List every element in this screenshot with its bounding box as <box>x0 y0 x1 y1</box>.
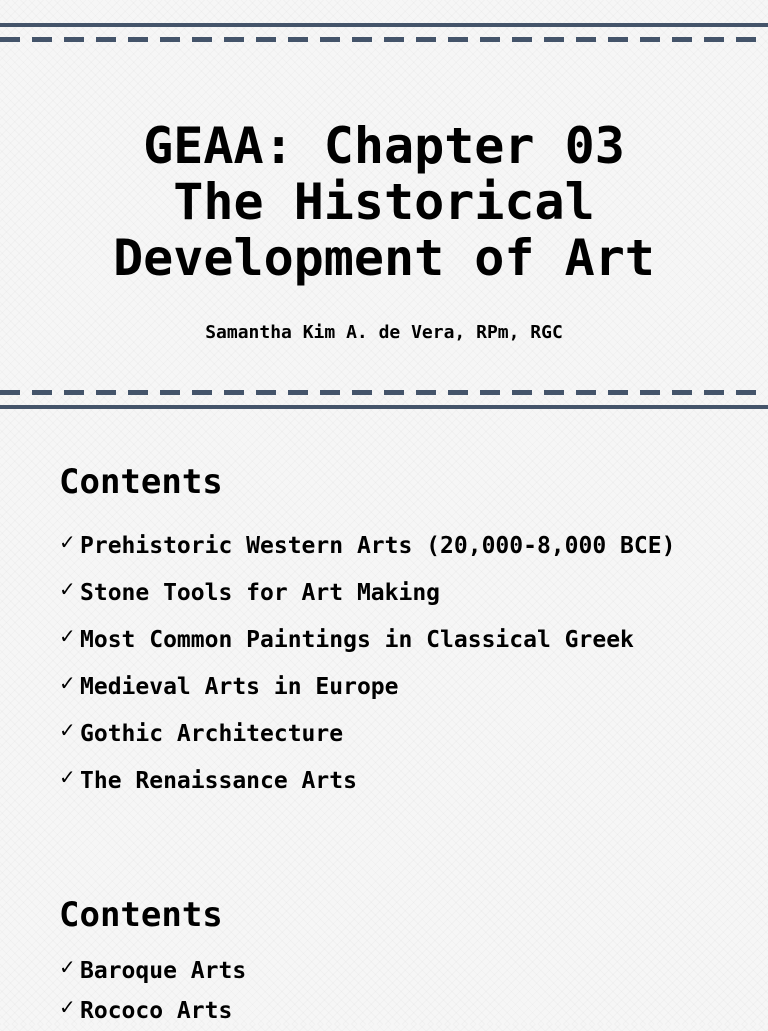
list-item <box>59 618 749 662</box>
checkmark-icon: ✓ <box>59 671 76 695</box>
checkmark-icon: ✓ <box>59 765 76 789</box>
slide-title-line-3: Development of Art <box>113 229 655 287</box>
section-heading: Contents <box>59 462 223 502</box>
list-item-label: Prehistoric Western Arts (20,000-8,000 BCE) <box>80 533 676 559</box>
title-block <box>0 118 768 286</box>
list-item-label: Medieval Arts in Europe <box>80 674 399 700</box>
frame-bottom-solid-line <box>0 405 768 409</box>
contents-list <box>59 951 749 1031</box>
list-item <box>59 712 749 756</box>
checkmark-icon: ✓ <box>59 995 76 1019</box>
list-item-label: The Renaissance Arts <box>80 768 357 794</box>
list-item <box>59 524 749 568</box>
list-item-label: Rococo Arts <box>80 998 233 1024</box>
checkmark-icon: ✓ <box>59 530 76 554</box>
checkmark-icon: ✓ <box>59 624 76 648</box>
checkmark-icon: ✓ <box>59 718 76 742</box>
list-item <box>59 665 749 709</box>
slide-title-line-1: GEAA: Chapter 03 <box>143 117 625 175</box>
checkmark-icon: ✓ <box>59 577 76 601</box>
list-item <box>59 571 749 615</box>
frame-top-dashed-line <box>0 37 768 42</box>
slide-title-line-2: The Historical <box>173 173 595 231</box>
list-item-label: Baroque Arts <box>80 958 247 984</box>
list-item <box>59 991 749 1031</box>
slide-title <box>0 118 768 286</box>
section-heading: Contents <box>59 895 223 935</box>
list-item <box>59 951 749 991</box>
contents-list <box>59 524 749 803</box>
contents-section-1 <box>59 462 749 806</box>
contents-section-2 <box>59 895 749 1031</box>
checkmark-icon: ✓ <box>59 955 76 979</box>
list-item-label: Most Common Paintings in Classical Greek <box>80 627 634 653</box>
list-item-label: Stone Tools for Art Making <box>80 580 441 606</box>
slide-author: Samantha Kim A. de Vera, RPm, RGC <box>205 322 563 343</box>
list-item <box>59 759 749 803</box>
list-item-label: Gothic Architecture <box>80 721 344 747</box>
frame-top-solid-line <box>0 23 768 27</box>
frame-bottom-dashed-line <box>0 390 768 395</box>
